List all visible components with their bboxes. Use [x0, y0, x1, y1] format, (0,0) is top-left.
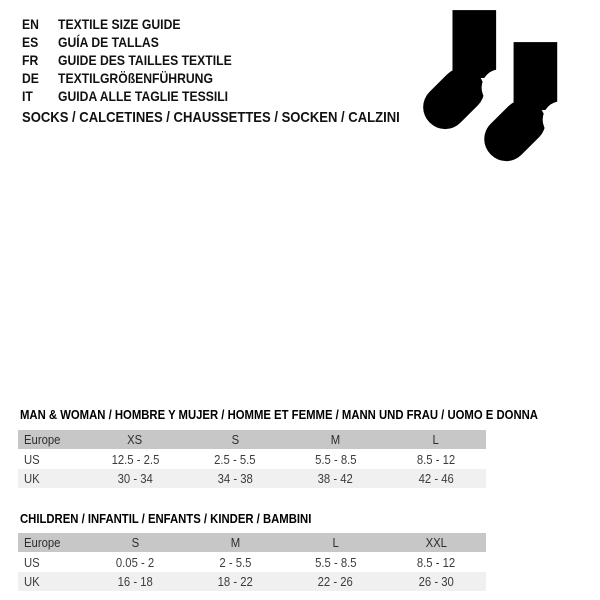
size-cell: 12.5 - 2.5 [111, 452, 159, 467]
table-header-row [18, 430, 486, 450]
size-cell: 0.05 - 2 [115, 555, 155, 570]
column-header-size: S [131, 535, 139, 550]
size-cell: 16 - 18 [117, 574, 153, 589]
column-header-size: M [230, 535, 241, 550]
language-label: GUIDE DES TAILLES TEXTILE [58, 52, 232, 68]
row-label: US [24, 555, 40, 570]
column-header-size: S [231, 432, 240, 447]
column-header-size: L [332, 535, 339, 550]
size-cell: 18 - 22 [217, 574, 253, 589]
language-row-en [22, 15, 258, 33]
language-row-it [22, 87, 258, 105]
size-cell: 30 - 34 [117, 471, 153, 486]
children-table-title: CHILDREN / INFANTIL / ENFANTS / KINDER / BAMBINI [20, 511, 312, 526]
category-title: SOCKS / CALCETINES / CHAUSSETTES / SOCKEN / CALZINI [22, 109, 400, 126]
size-cell: 2.5 - 5.5 [214, 452, 257, 467]
row-label: UK [24, 574, 40, 589]
language-label: GUIDA ALLE TAGLIE TESSILI [58, 88, 229, 104]
language-label: TEXTILE SIZE GUIDE [58, 16, 181, 32]
language-label: GUÍA DE TALLAS [58, 34, 159, 50]
children-size-table [18, 512, 486, 591]
table-header-row [18, 533, 486, 553]
column-header-size: L [432, 432, 439, 447]
row-label: UK [24, 471, 40, 486]
language-code: IT [22, 88, 33, 104]
table-row-uk [18, 469, 486, 488]
language-label: TEXTILGRÖßENFÜHRUNG [58, 70, 213, 86]
size-cell: 5.5 - 8.5 [314, 555, 357, 570]
size-cell: 34 - 38 [217, 471, 253, 486]
adult-table-grid [18, 430, 486, 488]
socks-icon [404, 10, 564, 177]
language-row-es [22, 33, 258, 51]
language-row-fr [22, 51, 258, 69]
language-list [22, 15, 258, 105]
size-cell: 38 - 42 [317, 471, 354, 486]
language-code: ES [22, 34, 39, 50]
language-code: DE [22, 70, 39, 86]
size-cell: 8.5 - 12 [416, 452, 456, 467]
column-header-region: Europe [24, 432, 61, 447]
size-cell: 5.5 - 8.5 [314, 452, 357, 467]
size-cell: 2 - 5.5 [219, 555, 252, 570]
table-row-uk [18, 572, 486, 591]
column-header-region: Europe [24, 535, 61, 550]
language-code: EN [22, 16, 39, 32]
table-row-us [18, 450, 486, 469]
size-cell: 26 - 30 [418, 574, 454, 589]
table-row-us [18, 553, 486, 572]
column-header-size: XS [127, 432, 143, 447]
row-label: US [24, 452, 40, 467]
language-row-de [22, 69, 258, 87]
size-cell: 42 - 46 [418, 471, 454, 486]
adult-table-title: MAN & WOMAN / HOMBRE Y MUJER / HOMME ET FEMME / MANN UND FRAU / UOMO E DONNA [20, 407, 538, 422]
size-cell: 22 - 26 [317, 574, 354, 589]
children-table-grid [18, 533, 486, 591]
column-header-size: M [330, 432, 341, 447]
language-code: FR [22, 52, 39, 68]
column-header-size: XXL [425, 535, 447, 550]
size-cell: 8.5 - 12 [416, 555, 456, 570]
adult-size-table [18, 407, 538, 488]
